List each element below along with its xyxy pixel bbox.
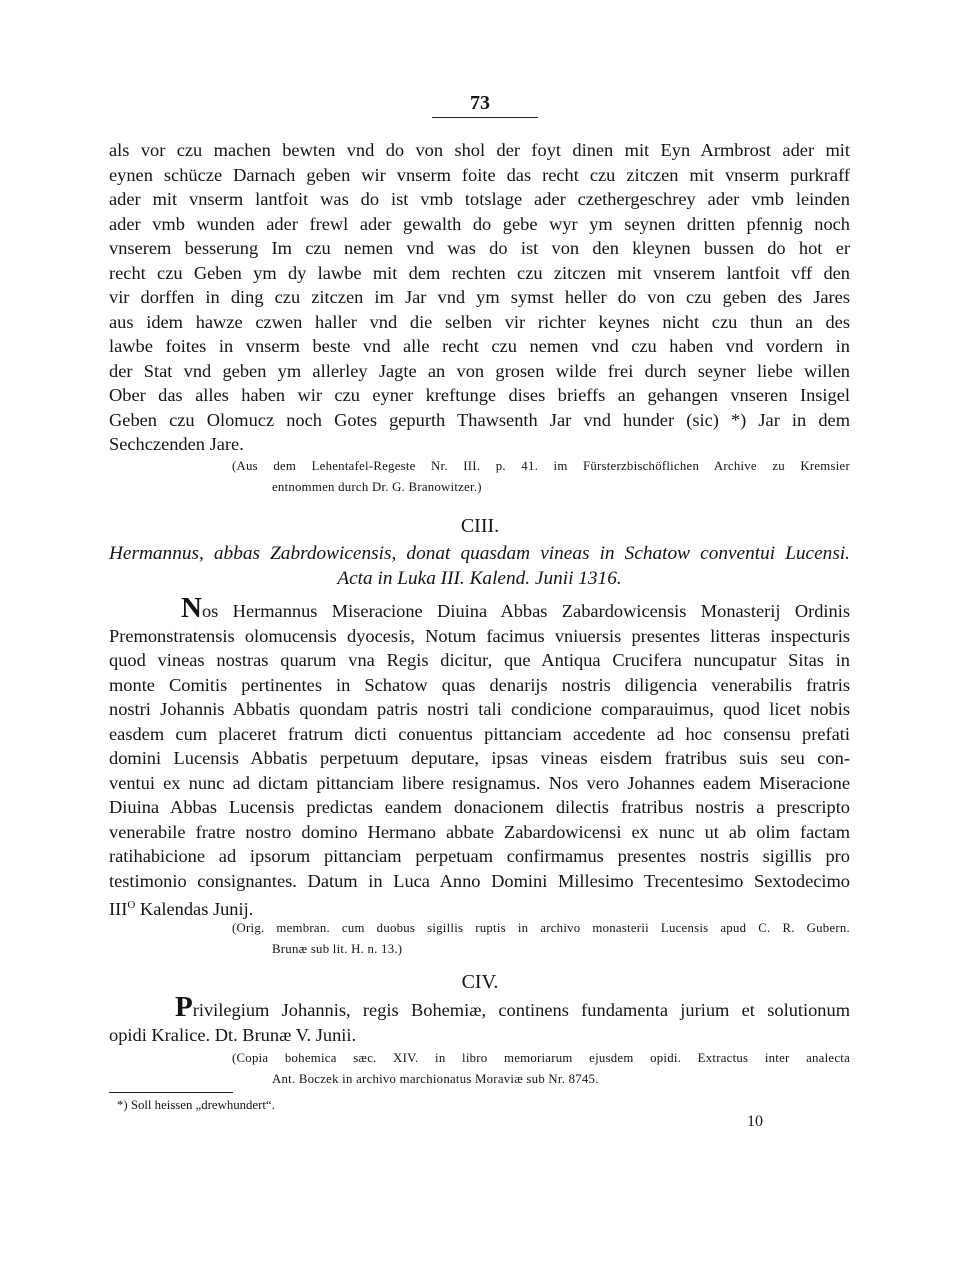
text-line: ader mit vnserm lantfoit was do ist vmb totslage ader czethergeschrey ader vmb leinden: [109, 189, 850, 209]
doc-civ-source-note: [232, 1048, 850, 1090]
doc-ciii-text: [109, 592, 850, 919]
text-line: nostri Johannis Abbatis quondam patris nostri tali condicione comparauimus, quod licet nobis: [109, 699, 850, 719]
text-line: Diuina Abbas Lucensis predictas eandem donacionem dilectis fratribus nostris a prescripto: [109, 797, 850, 817]
footnote-rule: [109, 1092, 233, 1093]
text-line: Sechczenden Jare.: [109, 434, 244, 454]
text-line: ader vmb wunden ader frewl ader gewalth do gebe wyr ym seynen dritten pfennig noch: [109, 213, 850, 234]
text-line: aus idem hawze czwen haller vnd die selben vir richter keynes nicht czu thun an des: [109, 311, 850, 332]
text-line-first: [109, 991, 850, 1023]
text-line: lawbe foites in vnserm beste vnd alle recht czu nemen vnd czu haben vnd vordern in: [109, 336, 850, 356]
text-line-last: [109, 893, 850, 918]
doc-civ-number: CIV.: [461, 971, 499, 993]
text-line: recht czu Geben ym dy lawbe mit dem rechten czu zitczen mit vnserem lantfoit vff den: [109, 262, 850, 283]
text-line: vnserem besserung Im czu nemen vnd was do ist von den kleynen bussen do hot er: [109, 238, 850, 258]
text-line: domini Lucensis Abbatis perpetuum deputare, ipsas vineas eisdem fratribus suis seu con-: [109, 748, 850, 768]
text-line: ratihabicione ad ipsorum pittanciam perpetuam confirmamus presentes nostris sigillis pro: [109, 846, 850, 866]
source-line: Ant. Boczek in archivo marchionatus Moraviæ sub Nr. 8745.: [272, 1072, 599, 1086]
doc-ciii-title-line: Hermannus, abbas Zabrdowicensis, donat quasdam vineas in Schatow conventui Lucensi.: [109, 543, 850, 564]
first-line-text: os Hermannus Miseracione Diuina Abbas Zabardowicensis Monasterij Ordinis: [201, 601, 850, 621]
text-line: eynen schücze Darnach geben wir vnserm foite das recht czu zitczen mit vnserm purkraff: [109, 164, 850, 185]
text-line: Premonstratensis olomucensis dyocesis, Notum facimus vniuersis presentes litteras inspecturis: [109, 625, 850, 646]
last-line-prefix: III: [109, 899, 128, 919]
text-line-first: [109, 592, 850, 624]
text-line: ventui ex nunc ad dictam pittanciam libere resignamus. Nos vero Johannes eadem Miseracione: [109, 772, 850, 793]
drop-cap: N: [181, 592, 202, 624]
drop-cap: P: [175, 991, 193, 1023]
text-line: testimonio consignantes. Datum in Luca Anno Domini Millesimo Trecentesimo Sextodecimo: [109, 870, 850, 891]
page-number: 73: [470, 92, 490, 114]
doc-ciii-number: CIII.: [460, 515, 500, 537]
doc-ciii-source-note: [232, 918, 850, 960]
source-line: entnommen durch Dr. G. Branowitzer.): [272, 480, 482, 494]
text-line: easdem cum placeret fratrum dicti conuentus pittanciam accedente ad hoc consensu prefati: [109, 723, 850, 744]
text-line: der Stat vnd geben ym allerley Jagte an von grosen wilde frei durch seyner liebe willen: [109, 360, 850, 381]
source-line: (Copia bohemica sæc. XIV. in libro memoriarum ejusdem opidi. Extractus inter analecta: [232, 1051, 850, 1065]
text-line: Geben czu Olomucz noch Gotes gepurth Thawsenth Jar vnd hunder (sic) *) Jar in dem: [109, 409, 850, 430]
source-line: (Orig. membran. cum duobus sigillis ruptis in archivo monasterii Lucensis apud C. R. Gubern.: [232, 921, 850, 935]
text-line: als vor czu machen bewten vnd do von shol der foyt dinen mit Eyn Armbrost ader mit: [109, 140, 850, 160]
last-line-superscript: O: [127, 899, 136, 911]
page-number-rule: [432, 117, 538, 118]
opening-source-note: [232, 456, 850, 498]
doc-ciii-title: [109, 541, 850, 591]
text-line: venerabile fratre nostro domino Hermano abbate Zabardowicensi ex nunc ut ab olim factam: [109, 821, 850, 842]
doc-ciii-date-line: Acta in Luka III. Kalend. Junii 1316.: [337, 568, 622, 589]
signature-mark: 10: [747, 1113, 763, 1130]
text-line: vir dorffen in ding czu zitczen im Jar vnd ym symst heller do von czu geben des Jares: [109, 287, 850, 307]
text-line: monte Comitis pertinentes in Schatow quas denarijs nostris diligencia venerabilis fratris: [109, 674, 850, 695]
text-line: Ober das alles haben wir czu eyner kreftunge dises brieffs an gehangen vnseren Insigel: [109, 385, 850, 405]
doc-civ-title: [109, 991, 850, 1047]
source-line: (Aus dem Lehentafel-Regeste Nr. III. p. 41. im Fürsterzbischöflichen Archive zu Kremsier: [232, 459, 850, 473]
source-line: Brunæ sub lit. H. n. 13.): [272, 942, 403, 956]
last-line-text: Kalendas Junij.: [135, 899, 254, 919]
text-line: opidi Kralice. Dt. Brunæ V. Junii.: [109, 1024, 357, 1045]
footnote: *) Soll heissen „drewhundert“.: [117, 1098, 275, 1112]
first-line-text: rivilegium Johannis, regis Bohemiæ, continens fundamenta jurium et solutionum: [192, 1000, 850, 1020]
opening-charter-text: [109, 138, 850, 457]
text-line: quod vineas nostras quarum vna Regis dicitur, que Antiqua Crucifera nuncupatur Sitas in: [109, 650, 850, 670]
